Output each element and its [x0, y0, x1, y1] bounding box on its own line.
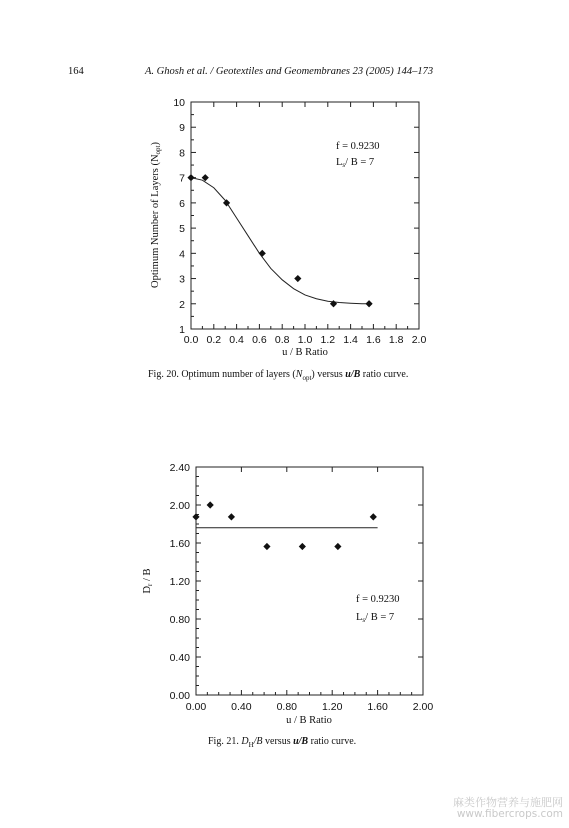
chart1-y-tick-label: 2: [179, 298, 185, 311]
chart1-annotation-f: f = 0.9230: [336, 141, 380, 152]
chart1-x-tick-label: 0.4: [229, 334, 244, 346]
running-head: A. Ghosh et al. / Geotextiles and Geomembranes 23 (2005) 144–173: [145, 66, 434, 77]
chart1-x-tick-label: 0.8: [274, 334, 290, 346]
chart2-data-point: [207, 501, 214, 508]
chart1-x-tick-label: 1.2: [320, 334, 336, 346]
chart1-ylabel: Optimum Number of Layers (Nopt): [150, 141, 162, 289]
chart2-x-tick-label: 0.00: [185, 701, 207, 713]
chart1-x-tick-label: 0.6: [252, 334, 267, 346]
chart1-data-point: [223, 199, 230, 206]
chart2-x-tick-label: 0.80: [276, 701, 298, 713]
chart1-x-tick-label: 2.0: [411, 334, 427, 346]
chart1-data-point: [365, 300, 372, 307]
chart1-xlabel: u / B Ratio: [282, 347, 328, 358]
chart1-x-tick-label: 1.6: [366, 334, 381, 346]
chart1-y-tick-label: 1: [179, 324, 185, 336]
chart2-y-tick-label: 0.80: [169, 614, 190, 626]
chart1-y-tick-label: 8: [179, 147, 185, 160]
chart1-y-tick-label: 4: [179, 248, 185, 261]
chart2-y-tick-label: 2.40: [169, 462, 190, 474]
chart2-y-tick-label: 1.60: [169, 538, 190, 550]
chart2-data-point: [370, 513, 377, 520]
chart2-x-tick-label: 1.60: [367, 701, 388, 713]
chart2-ylabel: Dr / B: [142, 568, 154, 594]
page-header: [0, 66, 569, 80]
chart1-y-tick-label: 7: [179, 172, 185, 185]
chart2-y-tick-label: 1.20: [169, 576, 190, 588]
watermark-url: www.fibercrops.com: [456, 808, 563, 820]
chart2-data-point: [299, 543, 306, 550]
chart1-data-point: [259, 250, 266, 257]
chart1-x-tick-label: 1.0: [297, 334, 313, 346]
chart2-y-tick-label: 2.00: [169, 500, 190, 512]
chart2-data-point: [228, 513, 235, 520]
chart1-y-tick-label: 3: [179, 273, 185, 286]
chart1-data-point: [294, 275, 301, 282]
figure-21-chart: [0, 450, 569, 740]
figure-20-chart: [0, 85, 569, 455]
chart1-x-tick-label: 0.2: [206, 334, 222, 346]
chart2-annotation-f: f = 0.9230: [356, 594, 400, 605]
chart1-fit-curve: [191, 178, 369, 304]
chart1-y-tick-label: 9: [179, 122, 185, 135]
chart1-x-tick-label: 1.8: [388, 334, 404, 346]
watermark-cn: 麻类作物营养与施肥网: [453, 796, 563, 809]
chart2-x-tick-label: 0.40: [231, 701, 252, 713]
chart2-data-point: [334, 543, 341, 550]
chart2-y-tick-label: 0.40: [169, 652, 190, 664]
chart2-x-tick-label: 2.00: [412, 701, 434, 713]
figure-20-caption: Fig. 20. Optimum number of layers $(N_{opt})$ versus u/B ratio curve.: [148, 369, 409, 382]
chart1-y-tick-label: 10: [173, 97, 185, 109]
chart1-y-tick-label: 6: [179, 197, 185, 210]
chart1-x-tick-label: 1.4: [343, 334, 358, 346]
chart2-frame: [196, 467, 423, 695]
chart1-annotation-ls: Ls/ B = 7: [336, 157, 375, 169]
page-number: 164: [68, 66, 84, 77]
chart2-annotation-ls: Ls/ B = 7: [356, 612, 395, 624]
chart1-data-point: [187, 174, 194, 181]
chart2-y-tick-label: 0.00: [169, 690, 190, 702]
chart1-y-tick-label: 5: [179, 223, 185, 236]
chart2-xlabel: u / B Ratio: [286, 715, 332, 726]
chart2-x-tick-label: 1.20: [321, 701, 343, 713]
chart2-data-point: [263, 543, 270, 550]
figure-21-caption: Fig. 21. $D_H/B$ versus u/B ratio curve.: [208, 736, 357, 749]
chart1-x-tick-label: 0.0: [183, 334, 199, 346]
